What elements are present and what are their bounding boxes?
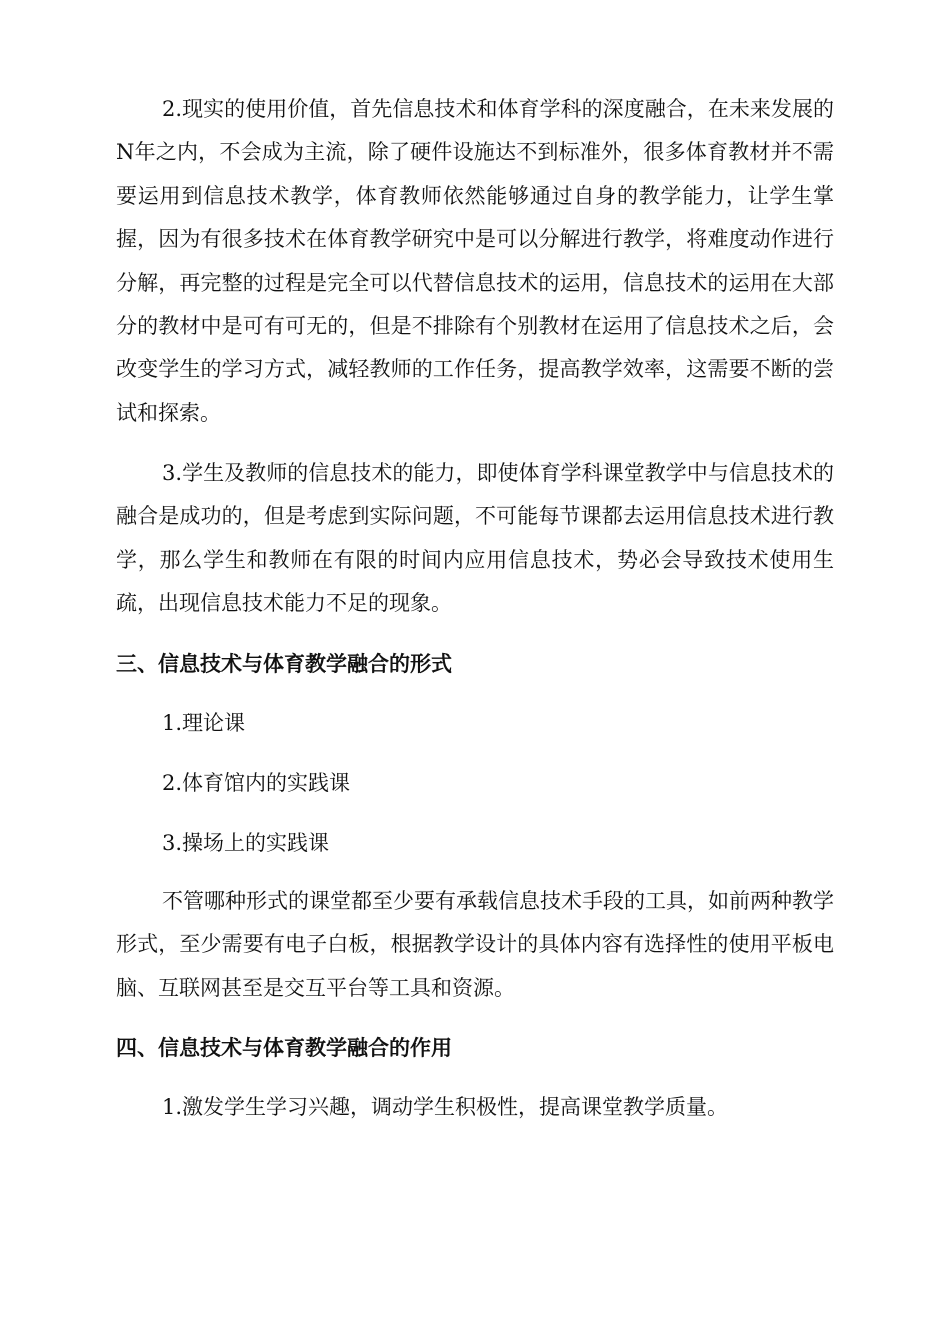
paragraph-tools: 不管哪种形式的课堂都至少要有承载信息技术手段的工具，如前两种教学形式，至少需要有电子白板，根据教学设计的具体内容有选择性的使用平板电脑、互联网甚至是交互平台等工具和资源。 (116, 889, 834, 1000)
section-heading-effects: 四、信息技术与体育教学融合的作用 (116, 1035, 452, 1060)
paragraph-effect-1: 1.激发学生学习兴趣，调动学生积极性，提高课堂教学质量。 (162, 1095, 729, 1119)
section-heading-forms: 三、信息技术与体育教学融合的形式 (116, 651, 452, 676)
list-item-theory: 1.理论课 (162, 711, 246, 735)
list-item-gym-practice: 2.体育馆内的实践课 (162, 771, 351, 795)
list-item-field-practice: 3.操场上的实践课 (162, 831, 330, 855)
paragraph-ability: 3.学生及教师的信息技术的能力，即使体育学科课堂教学中与信息技术的融合是成功的，但是考虑到实际问题，不可能每节课都去运用信息技术进行教学，那么学生和教师在有限的时间内应用信息技术，势必会导致技术使用生疏，出现信息技术能力不足的现象。 (116, 461, 834, 616)
paragraph-practical-value: 2.现实的使用价值，首先信息技术和体育学科的深度融合，在未来发展的N年之内，不会成为主流，除了硬件设施达不到标准外，很多体育教材并不需要运用到信息技术教学，体育教师依然能够通过自身的教学能力，让学生掌握，因为有很多技术在体育教学研究中是可以分解进行教学，将难度动作进行分解，再完整的过程是完全可以代替信息技术的运用，信息技术的运用在大部分的教材中是可有可无的，但是不排除有个别教材在运用了信息技术之后，会改变学生的学习方式，减轻教师的工作任务，提高教学效率，这需要不断的尝试和探索。 (116, 97, 834, 425)
